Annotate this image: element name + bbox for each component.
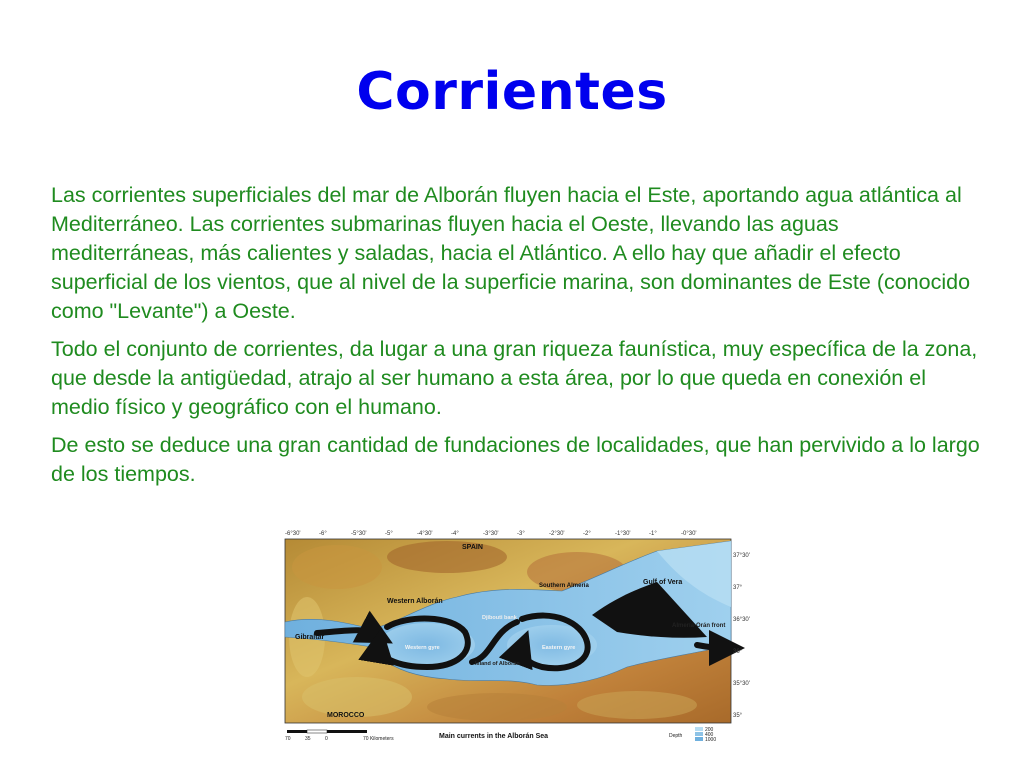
right-tick: 36° bbox=[733, 649, 743, 655]
paragraph-settlements: De esto se deduce una gran cantidad de fundaciones de localidades, que han pervivido a lo largo de los tiempos. bbox=[51, 433, 980, 486]
outflow-arrow bbox=[697, 645, 727, 648]
label-southern-almeria: Southern Almería bbox=[539, 583, 589, 589]
map-graphic bbox=[277, 527, 750, 745]
scale-tick: 70 Kilometers bbox=[363, 736, 394, 742]
right-tick: 37° bbox=[733, 585, 743, 591]
scale-tick: 0 bbox=[325, 736, 328, 742]
top-tick: -6° bbox=[319, 531, 327, 537]
top-tick: -6°30' bbox=[285, 531, 301, 537]
depth-value: 400 bbox=[705, 732, 714, 738]
top-tick: -0°30' bbox=[681, 531, 697, 537]
paragraph-fauna: Todo el conjunto de corrientes, da lugar a una gran riqueza faunística, muy específica de la zona, que desde la antigüedad, atrajo al ser humano a esta área, por lo que queda en conexión el medio físico y geográfico con el humano. bbox=[51, 337, 978, 419]
depth-value: 200 bbox=[705, 727, 714, 733]
right-tick: 35° bbox=[733, 713, 743, 719]
right-tick: 37°30' bbox=[733, 553, 750, 559]
depth-value: 1000 bbox=[705, 737, 717, 743]
map-caption: Main currents in the Alborán Sea bbox=[439, 733, 549, 740]
slide-title: Corrientes bbox=[356, 62, 668, 122]
label-morocco: MOROCCO bbox=[327, 712, 365, 719]
label-western-gyre: Western gyre bbox=[405, 645, 440, 651]
top-tick: -2°30' bbox=[549, 531, 565, 537]
label-gibraltar: Gibraltar bbox=[295, 634, 325, 641]
label-gulf-of-vera: Gulf of Vera bbox=[643, 579, 683, 586]
top-tick: -4°30' bbox=[417, 531, 433, 537]
top-tick: -5° bbox=[385, 531, 393, 537]
label-almeria-oran-front: Almería-Orán front bbox=[672, 623, 726, 629]
top-tick: -1°30' bbox=[615, 531, 631, 537]
right-tick: 36°30' bbox=[733, 617, 750, 623]
top-tick: -1° bbox=[649, 531, 657, 537]
label-spain: SPAIN bbox=[462, 544, 483, 551]
scale-tick: 70 bbox=[285, 736, 291, 742]
top-tick: -3° bbox=[517, 531, 525, 537]
label-djibouti-bank: Djibouti bank bbox=[482, 615, 517, 621]
label-island-of-alboran: Island of Alborán bbox=[475, 661, 520, 667]
slide-body bbox=[51, 181, 981, 498]
alboran-currents-map bbox=[277, 527, 750, 745]
top-tick: -5°30' bbox=[351, 531, 367, 537]
label-western-alboran: Western Alborán bbox=[387, 598, 443, 605]
right-tick: 35°30' bbox=[733, 681, 750, 687]
top-tick: -2° bbox=[583, 531, 591, 537]
top-tick: -3°30' bbox=[483, 531, 499, 537]
top-tick: -4° bbox=[451, 531, 459, 537]
depth-label: Depth bbox=[669, 733, 683, 739]
label-eastern-gyre: Eastern gyre bbox=[542, 645, 576, 651]
paragraph-currents: Las corrientes superficiales del mar de Alborán fluyen hacia el Este, aportando agua atlántica al Mediterráneo. Las corrientes submarinas fluyen hacia el Oeste, llevando las aguas mediterráneas, más calientes y saladas, hacia el Atlántico. A ello hay que añadir el efecto superficial de los vientos, que al nivel de la superficie marina, son dominantes de Este (conocido como "Levante") a Oeste. bbox=[51, 183, 971, 323]
scale-tick: 35 bbox=[305, 736, 311, 742]
